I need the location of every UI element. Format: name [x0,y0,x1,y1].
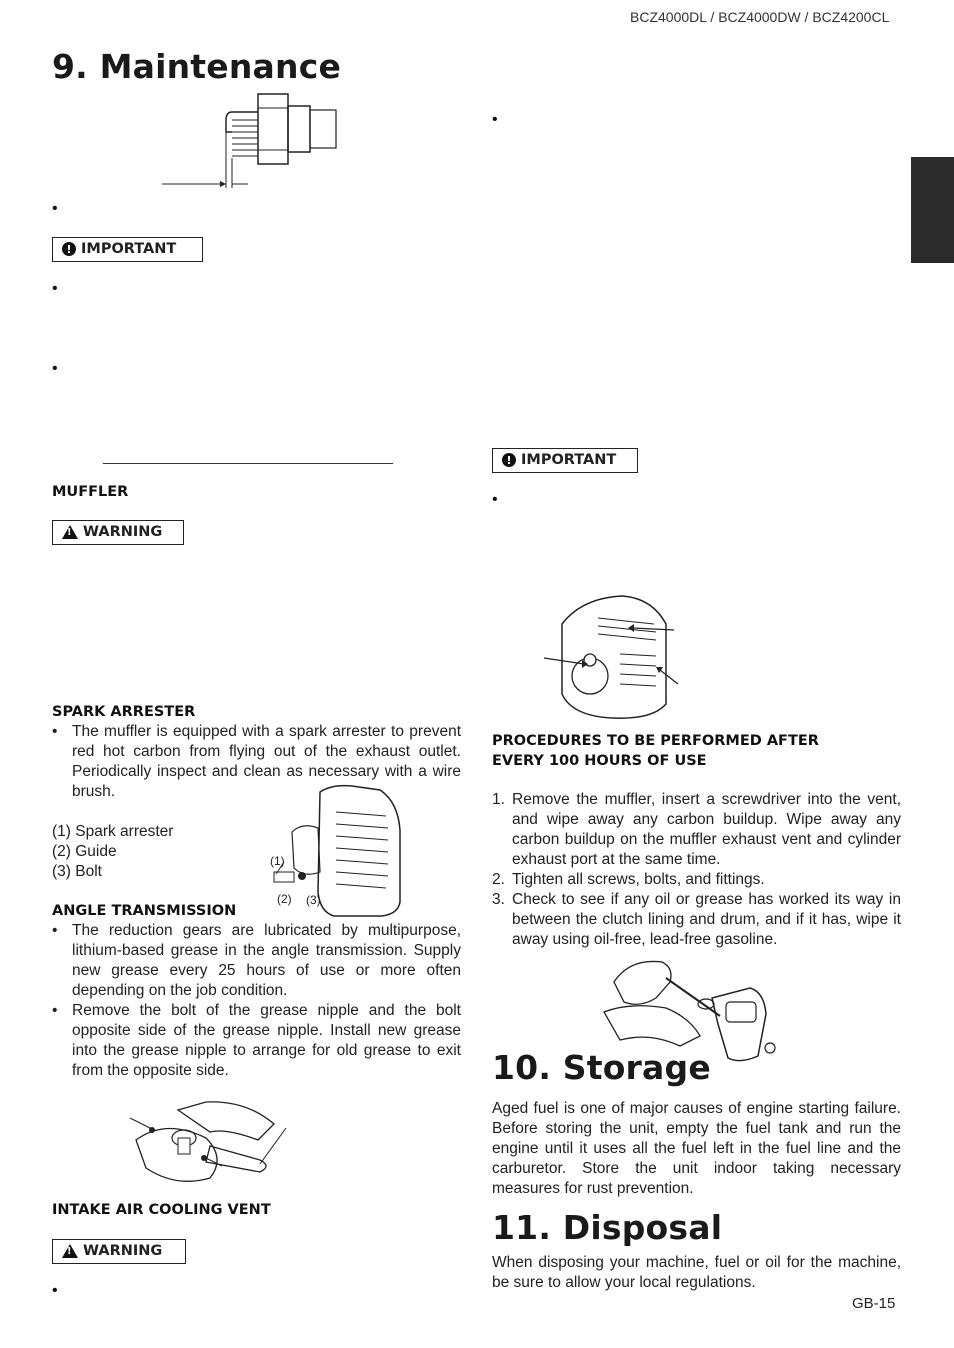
callout-3: (3) [306,893,321,907]
part-label-bolt: (3) Bolt [52,863,102,880]
intake-heading: INTAKE AIR COOLING VENT [52,1202,271,1218]
important-label: IMPORTANT [81,241,177,257]
bullet: • [52,1282,58,1299]
important-label: IMPORTANT [521,452,617,468]
muffler-heading: MUFFLER [52,484,129,500]
bullet: • [492,491,498,508]
bullet: • [52,280,58,297]
maintenance-title: 9. Maintenance [52,47,342,86]
callout-1: (1) [270,854,285,868]
list-item: • The muffler is equipped with a spark arrester to prevent red hot carbon from flying out of the exhaust outlet. Periodically inspect and clean as necessary with a wire brush. [52,723,461,800]
list-item: 2. Tighten all screws, bolts, and fittings. [492,871,765,888]
page-number: GB-15 [852,1295,896,1312]
warning-notice-box [52,520,184,545]
divider [103,463,393,464]
exclamation-icon: ! [502,453,516,467]
angle-transmission-heading: ANGLE TRANSMISSION [52,903,237,919]
list-item: • The reduction gears are lubricated by multipurpose, lithium-based grease in the angle transmission. Supply new grease every 25 hours of use or more often depending on the job condition. [52,922,461,999]
warning-notice-box [52,1239,186,1264]
part-label-guide: (2) Guide [52,843,117,860]
spark-plug-illustration [160,92,340,192]
important-notice-box [52,237,203,262]
disposal-text: When disposing your machine, fuel or oil for the machine, be sure to allow your local regulations. [492,1254,901,1291]
procedures-list [492,790,901,950]
list-item: 3. Check to see if any oil or grease has worked its way in between the clutch lining and drum, and if it has, wipe it away using oil-free, lead-free gasoline. [492,891,901,948]
list-item: • Remove the bolt of the grease nipple and the bolt opposite side of the grease nipple. Install new grease into the grease nipple to arrange for old grease to exit from the opposite side. [52,1002,461,1079]
gearbox-illustration [126,1098,296,1190]
angle-transmission-list [52,921,461,1081]
model-header: BCZ4000DL / BCZ4000DW / BCZ4200CL [630,9,890,25]
important-notice-box [492,448,638,473]
callout-2: (2) [277,892,292,906]
storage-text: Aged fuel is one of major causes of engine starting failure. Before storing the unit, empty the fuel tank and run the engine until it uses all the fuel left in the fuel line and the carburetor. Store the unit indoor taking necessary measures for rust prevention. [492,1100,901,1197]
part-label-spark-arrester: (1) Spark arrester [52,823,174,840]
bullet: • [492,111,498,128]
warning-triangle-icon: ! [62,525,78,539]
disposal-title: 11. Disposal [492,1208,723,1247]
list-item: 1. Remove the muffler, insert a screwdriver into the vent, and wipe away any carbon buildup. Wipe away any carbon buildup on the muffler exhaust vent and cylinder exhaust port at the same time. [492,791,901,868]
cooling-vent-illustration [542,594,682,724]
warning-label: WARNING [83,1243,163,1259]
exclamation-icon: ! [62,242,76,256]
section-tab-marker [911,157,954,263]
spark-arrester-heading: SPARK ARRESTER [52,704,196,720]
procedures-heading: PROCEDURES TO BE PERFORMED AFTER EVERY 100 HOURS OF USE [492,733,819,769]
bullet: • [52,200,58,217]
warning-triangle-icon: ! [62,1244,78,1258]
storage-title: 10. Storage [492,1048,711,1087]
bullet: • [52,360,58,377]
warning-label: WARNING [83,524,163,540]
